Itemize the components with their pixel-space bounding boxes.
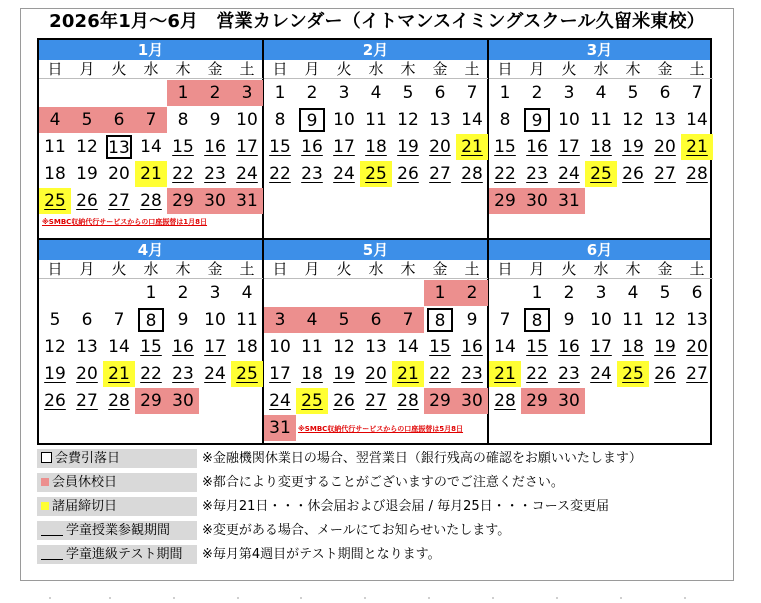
calendar-day: 18: [622, 337, 644, 357]
calendar-day: 21: [392, 361, 424, 387]
calendar-day: 23: [558, 364, 580, 384]
calendar-day: 8: [521, 307, 553, 333]
calendar-day: 17: [236, 137, 258, 157]
calendar-day: 23: [204, 164, 226, 184]
calendar-day: 25: [231, 361, 263, 387]
calendar-day: 11: [622, 310, 644, 330]
weekday-label: 木: [617, 260, 649, 279]
calendar-day: 19: [397, 137, 419, 157]
calendar-day: 1: [145, 283, 157, 303]
calendar-day: 7: [113, 310, 125, 330]
calendar-day: 12: [397, 110, 419, 130]
calendar-day: 28: [686, 164, 708, 184]
weekday-label: 水: [360, 60, 392, 79]
calendar-day: 10: [558, 110, 580, 130]
calendar-day: 27: [76, 391, 98, 411]
calendar-day: 1: [531, 283, 543, 303]
calendar-day: 26: [76, 191, 98, 211]
calendar-day: 18: [590, 137, 612, 157]
weekday-label: 火: [103, 60, 135, 79]
legend-description: ※毎月第4週目がテスト期間となります。: [202, 547, 441, 562]
legend-description: ※変更がある場合、メールにてお知らせいたします。: [202, 523, 511, 538]
calendar-day: 9: [296, 107, 328, 133]
calendar-day: 27: [365, 391, 387, 411]
calendar-day: 22: [172, 164, 194, 184]
calendar-day: 29: [424, 388, 456, 414]
calendar-day: 26: [333, 391, 355, 411]
legend-swatch: [41, 452, 52, 463]
weekday-label: 土: [456, 60, 488, 79]
calendar-day: 8: [274, 110, 286, 130]
calendar-day: 22: [429, 364, 451, 384]
calendar-day: 20: [365, 364, 387, 384]
calendar-day: 16: [301, 137, 323, 157]
calendar-day: 13: [365, 337, 387, 357]
calendar-day: 31: [553, 188, 585, 214]
calendar-day: 26: [622, 164, 644, 184]
calendar-day: 1: [424, 280, 456, 306]
calendar-day: 19: [654, 337, 676, 357]
calendar-day: 29: [521, 388, 553, 414]
weekday-label: 金: [199, 60, 231, 79]
calendar-day: 30: [167, 388, 199, 414]
calendar-day: 6: [103, 107, 135, 133]
legend-label: 学童進級テスト期間: [37, 545, 197, 564]
calendar-day: 7: [392, 307, 424, 333]
calendar-day: 3: [563, 83, 575, 103]
calendar-day: 20: [76, 364, 98, 384]
calendar-day: 30: [553, 388, 585, 414]
weekday-label: 月: [521, 260, 553, 279]
calendar-day: 29: [489, 188, 521, 214]
calendar-day: 15: [269, 137, 291, 157]
calendar-day: 20: [686, 337, 708, 357]
calendar-day: 20: [654, 137, 676, 157]
calendar-day: 22: [526, 364, 548, 384]
calendar-day: 12: [622, 110, 644, 130]
calendar-day: 17: [269, 364, 291, 384]
calendar-day: 4: [627, 283, 639, 303]
calendar-day: 14: [397, 337, 419, 357]
calendar-day: 15: [494, 137, 516, 157]
calendar-day: 6: [659, 83, 671, 103]
calendar-day: 15: [140, 337, 162, 357]
calendar-day: 30: [456, 388, 488, 414]
weekday-label: 月: [71, 60, 103, 79]
calendar-day: 12: [654, 310, 676, 330]
calendar-day: 10: [236, 110, 258, 130]
calendar-day: 27: [108, 191, 130, 211]
weekday-label: 水: [360, 260, 392, 279]
calendar-day: 21: [135, 161, 167, 187]
page-title: 2026年1月～6月 営業カレンダー（イトマンスイミングスクール久留米東校）: [49, 11, 705, 32]
month-header: 2月: [264, 40, 487, 60]
calendar-day: 18: [365, 137, 387, 157]
calendar-day: 25: [360, 161, 392, 187]
calendar-day: 23: [172, 364, 194, 384]
calendar-day: 24: [204, 364, 226, 384]
calendar-day: 13: [654, 110, 676, 130]
calendar-day: 5: [402, 83, 414, 103]
calendar-day: 26: [654, 364, 676, 384]
legend-swatch: [41, 502, 49, 510]
calendar-day: 12: [44, 337, 66, 357]
weekday-label: 日: [264, 60, 296, 79]
calendar-day: 8: [135, 307, 167, 333]
weekday-label: 日: [39, 60, 71, 79]
month-header: 3月: [489, 40, 710, 60]
calendar-day: 9: [563, 310, 575, 330]
calendar-day: 11: [590, 110, 612, 130]
month-header: 4月: [39, 240, 262, 260]
calendar-day: 14: [461, 110, 483, 130]
calendar-day: 3: [338, 83, 350, 103]
weekday-label: 金: [649, 260, 681, 279]
calendar-day: 12: [333, 337, 355, 357]
calendar-day: 23: [461, 364, 483, 384]
calendar-day: 29: [135, 388, 167, 414]
calendar-day: 26: [44, 391, 66, 411]
calendar-day: 28: [494, 391, 516, 411]
weekday-label: 日: [264, 260, 296, 279]
calendar-day: 14: [494, 337, 516, 357]
weekday-label: 木: [167, 60, 199, 79]
calendar-day: 11: [301, 337, 323, 357]
calendar-day: 9: [466, 310, 478, 330]
calendar-day: 3: [264, 307, 296, 333]
calendar-day: 5: [659, 283, 671, 303]
calendar-day: 10: [590, 310, 612, 330]
calendar-day: 19: [622, 137, 644, 157]
calendar-day: 7: [691, 83, 703, 103]
calendar-day: 6: [691, 283, 703, 303]
calendar-day: 30: [199, 188, 231, 214]
calendar-day: 16: [204, 137, 226, 157]
calendar-day: 28: [108, 391, 130, 411]
calendar-day: 13: [686, 310, 708, 330]
legend-description: ※金融機関休業日の場合、翌営業日（銀行残高の確認をお願いいたします）: [202, 451, 642, 466]
calendar-day: 4: [241, 283, 253, 303]
weekday-label: 木: [392, 60, 424, 79]
legend-label: 学童授業参観期間: [37, 521, 197, 540]
calendar-day: 22: [140, 364, 162, 384]
weekday-label: 水: [135, 60, 167, 79]
weekday-label: 土: [681, 260, 713, 279]
weekday-label: 水: [585, 60, 617, 79]
calendar-day: 21: [489, 361, 521, 387]
calendar-day: 5: [627, 83, 639, 103]
calendar-day: 16: [526, 137, 548, 157]
calendar-day: 4: [595, 83, 607, 103]
weekday-label: 月: [296, 260, 328, 279]
calendar-day: 2: [531, 83, 543, 103]
weekday-label: 火: [103, 260, 135, 279]
calendar-day: 2: [177, 283, 189, 303]
calendar-day: 8: [177, 110, 189, 130]
weekday-label: 火: [553, 260, 585, 279]
weekday-label: 土: [681, 60, 713, 79]
weekday-label: 水: [585, 260, 617, 279]
calendar-day: 3: [209, 283, 221, 303]
calendar-day: 6: [360, 307, 392, 333]
calendar-day: 17: [590, 337, 612, 357]
weekday-label: 月: [296, 60, 328, 79]
calendar-day: 18: [236, 337, 258, 357]
weekday-label: 木: [617, 60, 649, 79]
calendar-day: 23: [301, 164, 323, 184]
legend-swatch: [41, 558, 63, 560]
calendar-day: 21: [103, 361, 135, 387]
calendar-day: 23: [526, 164, 548, 184]
calendar-day: 27: [686, 364, 708, 384]
weekday-label: 金: [424, 260, 456, 279]
calendar-day: 24: [558, 164, 580, 184]
weekday-label: 木: [167, 260, 199, 279]
weekday-label: 土: [231, 60, 263, 79]
calendar-day: 14: [686, 110, 708, 130]
calendar-grid: [37, 38, 712, 445]
calendar-day: 24: [333, 164, 355, 184]
calendar-day: 15: [172, 137, 194, 157]
calendar-day: 27: [654, 164, 676, 184]
calendar-day: 6: [434, 83, 446, 103]
legend-description: ※毎月21日・・・休会届および退会届 / 毎月25日・・・コース変更届: [202, 499, 609, 514]
calendar-day: 1: [167, 80, 199, 106]
calendar-day: 5: [71, 107, 103, 133]
calendar-day: 15: [526, 337, 548, 357]
calendar-day: 22: [269, 164, 291, 184]
calendar-day: 8: [424, 307, 456, 333]
calendar-day: 4: [39, 107, 71, 133]
month-header: 5月: [264, 240, 487, 260]
calendar-day: 11: [44, 137, 66, 157]
calendar-day: 2: [563, 283, 575, 303]
calendar-day: 16: [461, 337, 483, 357]
calendar-day: 5: [328, 307, 360, 333]
month-header: 1月: [39, 40, 262, 60]
calendar-day: 21: [681, 134, 713, 160]
calendar-day: 9: [209, 110, 221, 130]
payment-note: ※SMBC収納代行サービスからの口座振替は1月8日: [42, 218, 208, 226]
calendar-day: 18: [301, 364, 323, 384]
weekday-label: 日: [489, 260, 521, 279]
calendar-day: 31: [231, 188, 263, 214]
calendar-day: 24: [269, 391, 291, 411]
weekday-label: 火: [328, 60, 360, 79]
calendar-day: 10: [204, 310, 226, 330]
weekday-label: 金: [649, 60, 681, 79]
calendar-day: 19: [44, 364, 66, 384]
calendar-day: 24: [236, 164, 258, 184]
calendar-day: 8: [499, 110, 511, 130]
calendar-day: 27: [429, 164, 451, 184]
weekday-label: 金: [424, 60, 456, 79]
calendar-day: 19: [333, 364, 355, 384]
calendar-day: 10: [333, 110, 355, 130]
calendar-day: 25: [39, 188, 71, 214]
calendar-day: 17: [204, 337, 226, 357]
legend-description: ※都合により変更することがございますのでご注意ください。: [202, 475, 564, 490]
weekday-label: 水: [135, 260, 167, 279]
weekday-label: 日: [489, 60, 521, 79]
calendar-day: 14: [108, 337, 130, 357]
calendar-day: 28: [140, 191, 162, 211]
weekday-label: 土: [231, 260, 263, 279]
weekday-label: 火: [553, 60, 585, 79]
calendar-day: 18: [44, 164, 66, 184]
legend-swatch: [41, 534, 63, 536]
calendar-day: 20: [108, 164, 130, 184]
legend-label: 会費引落日: [37, 449, 197, 468]
calendar-day: 17: [558, 137, 580, 157]
calendar-day: 4: [296, 307, 328, 333]
calendar-day: 6: [81, 310, 93, 330]
calendar-day: 4: [370, 83, 382, 103]
calendar-day: 28: [461, 164, 483, 184]
calendar-day: 25: [617, 361, 649, 387]
calendar-day: 1: [274, 83, 286, 103]
calendar-day: 9: [521, 107, 553, 133]
calendar-day: 25: [585, 161, 617, 187]
calendar-day: 19: [76, 164, 98, 184]
calendar-day: 11: [365, 110, 387, 130]
calendar-day: 3: [595, 283, 607, 303]
calendar-day: 13: [429, 110, 451, 130]
month-header: 6月: [489, 240, 710, 260]
calendar-day: 9: [177, 310, 189, 330]
weekday-label: 月: [71, 260, 103, 279]
legend-swatch: [41, 478, 49, 486]
calendar-day: 16: [558, 337, 580, 357]
calendar-day: 20: [429, 137, 451, 157]
calendar-day: 2: [199, 80, 231, 106]
calendar-day: 24: [590, 364, 612, 384]
legend-label: 会員休校日: [37, 473, 197, 492]
calendar-day: 14: [140, 137, 162, 157]
calendar-day: 16: [172, 337, 194, 357]
calendar-day: 26: [397, 164, 419, 184]
weekday-label: 月: [521, 60, 553, 79]
calendar-day: 2: [456, 280, 488, 306]
legend-label: 諸届締切日: [37, 497, 197, 516]
calendar-day: 13: [103, 134, 135, 160]
calendar-day: 21: [456, 134, 488, 160]
calendar-day: 30: [521, 188, 553, 214]
calendar-day: 31: [264, 415, 296, 441]
calendar-day: 29: [167, 188, 199, 214]
weekday-label: 火: [328, 260, 360, 279]
payment-note: ※SMBC収納代行サービスからの口座振替は5月8日: [298, 425, 464, 433]
weekday-label: 日: [39, 260, 71, 279]
calendar-day: 7: [135, 107, 167, 133]
calendar-day: 10: [269, 337, 291, 357]
calendar-day: 3: [231, 80, 263, 106]
weekday-label: 土: [456, 260, 488, 279]
calendar-day: 22: [494, 164, 516, 184]
calendar-day: 17: [333, 137, 355, 157]
calendar-day: 7: [466, 83, 478, 103]
calendar-day: 13: [76, 337, 98, 357]
calendar-day: 7: [499, 310, 511, 330]
calendar-day: 25: [296, 388, 328, 414]
calendar-day: 28: [397, 391, 419, 411]
weekday-label: 金: [199, 260, 231, 279]
calendar-day: 12: [76, 137, 98, 157]
calendar-day: 5: [49, 310, 61, 330]
weekday-label: 木: [392, 260, 424, 279]
calendar-day: 1: [499, 83, 511, 103]
calendar-day: 11: [236, 310, 258, 330]
calendar-day: 15: [429, 337, 451, 357]
calendar-day: 2: [306, 83, 318, 103]
